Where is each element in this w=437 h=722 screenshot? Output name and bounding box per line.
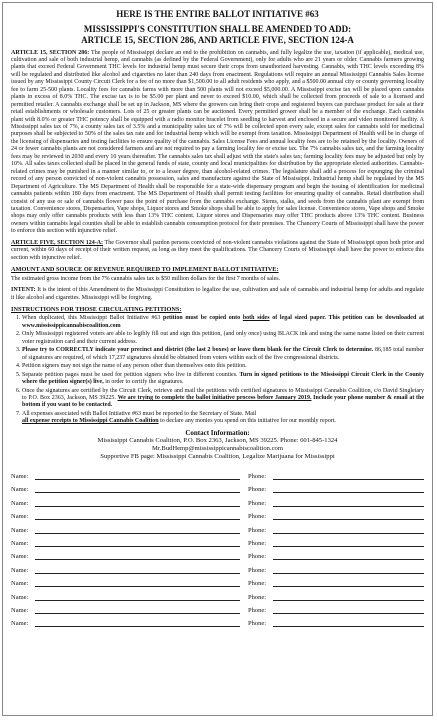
document-subtitle-1: MISSISSIPPI'S CONSTITUTION SHALL BE AMENDED TO ADD: (83, 24, 352, 34)
name-line[interactable] (35, 498, 240, 507)
article-15-text: The people of Mississippi declare an end to the prohibition on cannabis, and fully legalize the use, taxation (if applicable), medical use, cultivation and sale of both industrial hemp, and cannabis (as defined by the Federal Government), only for adults who are 21 years or older. Cannabis farmers growing plants that exceed Federal Government THC levels for industrial hemp must secure their crops from unauthorized harvesting. Cannabis, with THC levels exceeding 8% will be regulated and distributed like alcohol and cigarettes no later than 240 days from enactment. Regulations will require an annual Mississippi Cannabis Sales license issued by any Mississippi County Circuit Clerk for a fee of no more than $1,500.00 to all adult residents who apply, and a $500.00 annual city or county governing locality fee to farm 25-500 plants. Locality fees for cannabis farms with more than 500 plants will not exceed $5,000.00. A Mississippi excise tax will be placed upon cannabis plants in excess of 8.0% THC. The excise tax is to be $5.00 per plant and never to exceed $10.00, which shall be collected from proceeds of sale to a licensed and permitted retailer. A cannabis exchange shall be set up in Jackson, MS where the growers can bring their crops and registered buyers can purchase product for sale at their retail establishments or wholesale customers. Lots of 25 or greater plants can be auctioned. Every permitted grower shall be a member of the exchange. Each cannabis plant with 8.0% or greater THC potency shall be equipped with a radio monitor bracelet from seedling to harvest and enclosed in a secure and video monitored facility. A Mississippi sales tax of 7%, a county sales tax of 3.5% and a municipality sales tax of 7% will be collected upon every sale, except sales for cannabis sold for medicinal purposes shall be subjected to 50% of the sales tax rate and for industrial hemp which will be exempt from taxation. Mississippi Department of Health will be in charge of the licensing of dispensaries and testing facilities to ensure quality of the cannabis. Sales License Fees and annual locality fees are to be retained by the locality. Owners of 24 or fewer cannabis plants are not considered farmers and are not required to pay a farming locality fee or excise tax. The 7% cannabis sales tax, and the farming locality fees may be reviewed in 2030 and every 10 years thereafter. The cannabis sales tax shall adjust with the state's sales tax; farming locality fees may be adjusted but only by 10%. All sales taxes collected shall be placed in the general funds of state, county and local municipalities for distribution by the appropriate elected authorities. Cannabis-related crimes may be punished in a manner similar to, or to a lesser degree, than alcohol-related crimes. The legislature shall add a process for expunging the criminal record of any person convicted of non-violent cannabis possession, sales and manufacture against the State of Mississippi. Industrial hemp shall be regulated by the MS Department of Agriculture. The MS Department of Health shall be responsible for a state-wide dispensary program and begin the issuing of identification for medicinal cannabis patients within 180 days from enactment. The MS Department of Health shall permit testing facilities for ensuring quality of cannabis. Retail distribution shall consist of any use or sale of cannabis flower pass the point of purchase from the cannabis exchange. Stems, stalks, and seeds from the cannabis plant are exempt from taxation. Convenience stores, Dispensaries, Vape shops, Liquor stores and Smoke shops shall be able to apply for sales license. Convenience stores, Vape shops and Smoke shops may only offer cannabis products with less than 13% THC content. Liquor stores and Dispensaries may offer THC products above 13% THC content. Business owners within cannabis legal counties shall be able to establish cannabis consumption protocol for their premises. The Chancery Courts of Mississippi shall have the power to enforce this section with injunctive relief. (11, 49, 424, 235)
name-label: Name: (11, 593, 29, 601)
phone-line[interactable] (273, 592, 424, 601)
instruction-item: 1. When duplicated, this Mississippi Ballot Initiative #63 petition must be copied onto both sides of legal sized paper. This petition can be downloaded at www.mississippicannabiscoalition.com (22, 315, 424, 330)
instruction-item: 3. Please try to CORRECTLY indicate your precinct and district (the last 2 boxes) or leave them blank for the Circuit Clerk to determine. 86,185 total number of signatures are required, of which 17,237 signatures should be obtained from voters within each of the five congressional districts. (22, 347, 424, 362)
intent-label: INTENT: (11, 287, 36, 294)
phone-line[interactable] (273, 605, 424, 614)
phone-label: Phone: (248, 526, 267, 534)
phone-label: Phone: (248, 606, 267, 614)
contact-email: Mr.BudHemp@mississippicannabiscoalition.com (152, 445, 283, 453)
article-15-paragraph (11, 50, 424, 236)
name-label: Name: (11, 580, 29, 588)
signature-lines (11, 467, 424, 628)
name-label: Name: (11, 486, 29, 494)
phone-line[interactable] (273, 538, 424, 547)
signature-row (11, 467, 424, 480)
signature-row (11, 601, 424, 614)
name-label: Name: (11, 526, 29, 534)
revenue-heading: AMOUNT AND SOURCE OF REVENUE REQUIRED TO IMPLEMENT BALLOT INITIATIVE: (11, 266, 279, 274)
name-line[interactable] (35, 605, 240, 614)
phone-label: Phone: (248, 580, 267, 588)
phone-label: Phone: (248, 553, 267, 561)
name-line[interactable] (35, 565, 240, 574)
article-5-paragraph (11, 240, 424, 262)
document-body (11, 50, 424, 426)
phone-label: Phone: (248, 513, 267, 521)
phone-label: Phone: (248, 620, 267, 628)
signature-row (11, 614, 424, 627)
phone-label: Phone: (248, 566, 267, 574)
name-line[interactable] (35, 592, 240, 601)
name-line[interactable] (35, 484, 240, 493)
instruction-item: 4. Petition signers may not sign the name of any person other than themselves onto this petition. (22, 363, 424, 370)
signature-row (11, 574, 424, 587)
phone-line[interactable] (273, 471, 424, 480)
phone-label: Phone: (248, 473, 267, 480)
phone-label: Phone: (248, 593, 267, 601)
name-label: Name: (11, 513, 29, 521)
phone-label: Phone: (248, 499, 267, 507)
signature-row (11, 587, 424, 600)
instructions-heading: INSTRUCTIONS FOR THOSE CIRCULATING PETITIONS: (11, 306, 182, 313)
phone-line[interactable] (273, 578, 424, 587)
signature-row (11, 534, 424, 547)
name-line[interactable] (35, 525, 240, 534)
article-15-label: ARTICLE 15, SECTION 286: (11, 49, 90, 56)
document-subtitle-2: ARTICLE 15, SECTION 286, AND ARTICLE FIVE, SECTION 124-A (81, 35, 354, 45)
name-line[interactable] (35, 551, 240, 560)
name-line[interactable] (35, 538, 240, 547)
article-5-label: ARTICLE FIVE, SECTION 124-A: (11, 239, 104, 246)
instruction-item: 5. Separate petition pages must be used for petition signers who live in different counties. Turn in signed petitions to the Mississippi Circuit Clerk in the County where the petition signer(s) live, in order to certify the signatures. (22, 372, 424, 387)
phone-line[interactable] (273, 565, 424, 574)
name-label: Name: (11, 499, 29, 507)
contact-info (11, 429, 424, 462)
name-label: Name: (11, 606, 29, 614)
name-label: Name: (11, 539, 29, 547)
phone-line[interactable] (273, 525, 424, 534)
phone-line[interactable] (273, 511, 424, 520)
name-line[interactable] (35, 578, 240, 587)
signature-row (11, 520, 424, 533)
signature-row (11, 560, 424, 573)
phone-line[interactable] (273, 484, 424, 493)
name-label: Name: (11, 553, 29, 561)
contact-address: Mississippi Cannabis Coalition, P.O. Box 2363, Jackson, MS 39225. Phone: 601-845-1324 (97, 437, 338, 444)
document-title: HERE IS THE ENTIRE BALLOT INITIATIVE #63 (116, 9, 319, 19)
header (11, 9, 424, 46)
signature-row (11, 493, 424, 506)
article-5-text: The Governor shall pardon persons convicted of non-violent cannabis violations against the State of Mississippi upon both prior and current, within 60 days of receipt of their written request, as long as they meet the qualifications. The Chancery Courts of Mississippi shall have the power to enforce this section with injunctive relief. (11, 239, 424, 261)
contact-facebook: Supportive FB page: Mississippi Cannabis Coalition, Legalize Marijuana for Mississippi (100, 453, 335, 461)
intent-paragraph (11, 287, 424, 302)
revenue-text: The estimated gross income from the 7% cannabis sales tax is $50 million dollars for the first 7 months of sales. (11, 275, 281, 282)
name-line[interactable] (35, 471, 240, 480)
contact-title: Contact Information: (185, 428, 250, 437)
instruction-item: 2. Only Mississippi registered voters are able to legibly fill out and sign this petition, (and only once) using BLACK ink and using the same name listed on their current voter registration card and their current address. (22, 331, 424, 346)
instruction-item: 6. Once the signatures are certified by the Circuit Clerk, retrieve and mail the petitions with certified signatures to Mississippi Cannabis Coalition, c/o David Singletary to P.O. Box 2363, Jackson, MS 39225. We are trying to complete the ballot initiative process before January 2019. Include your phone number & email at the bottom if you want to be contacted. (22, 388, 424, 410)
phone-line[interactable] (273, 618, 424, 627)
name-label: Name: (11, 566, 29, 574)
phone-line[interactable] (273, 551, 424, 560)
phone-label: Phone: (248, 539, 267, 547)
name-label: Name: (11, 620, 29, 628)
signature-row (11, 547, 424, 560)
instructions-list (11, 315, 424, 425)
name-label: Name: (11, 473, 29, 480)
signature-row (11, 507, 424, 520)
name-line[interactable] (35, 618, 240, 627)
ballot-initiative-page (2, 2, 433, 716)
intent-text: It is the intent of this Amendment to the Mississippi Constitution to legalize the use, cultivation and sale of cannabis and industrial hemp for adults and regulate it like alcohol and cigarettes. Mississippi will be forgiving. (11, 287, 425, 301)
phone-line[interactable] (273, 498, 424, 507)
signature-row (11, 480, 424, 493)
phone-label: Phone: (248, 486, 267, 494)
name-line[interactable] (35, 511, 240, 520)
instruction-item: 7. All expenses associated with Ballot Initiative #63 must be reported to the Secretary of State. Mail all expense receipts to Mississippi Cannabis Coalition to declare any monies you spend on this initiative for our monthly report. (22, 411, 424, 426)
